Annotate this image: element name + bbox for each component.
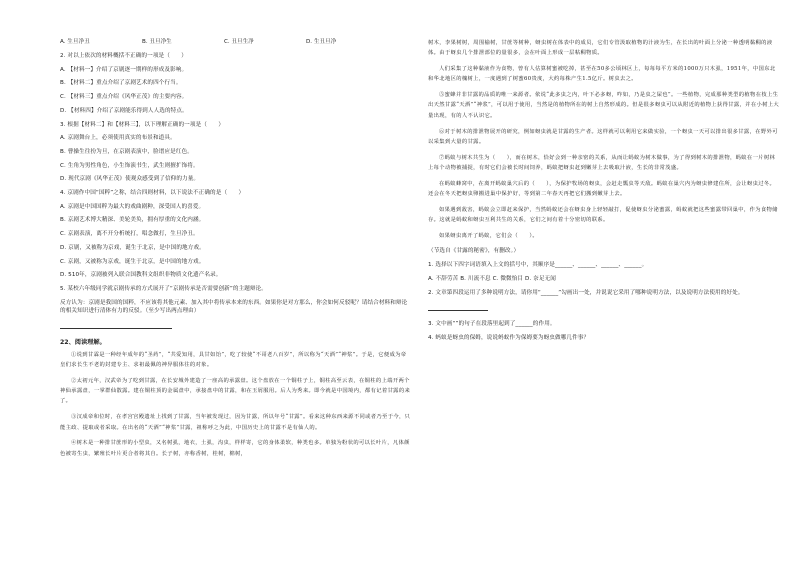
choice-a: A. 【材料一】介绍了京剧逐一期样的形成及影响。 (60, 66, 188, 73)
question-stem: 4. 京剧作中国“国粹”之称，结合四则材料，以下说法不正确的是（ ） (60, 190, 245, 197)
question-5 (60, 285, 412, 329)
right-column (428, 38, 780, 348)
choice-a: A. 京剧舞台上，必须使用真实的布景和道具。 (60, 135, 176, 142)
option-a: A. 生旦净丑 (60, 39, 90, 45)
choice-b: B. 曹操生往扮为旦，在京剧表演中，脸谱应是红色。 (60, 148, 193, 155)
question-3 (60, 121, 412, 184)
source-note: （节选自《甘露的秘密》，有删改。） (428, 247, 520, 254)
option-c: C. 丑旦生净 (224, 39, 254, 45)
question-1: 1. 选择以下四字词语填入上文的括号中，其顺序是______、______、______、______。 (428, 261, 648, 268)
paragraph: 如果蚜虫离开了蚂蚁，它们会（ ）。 (439, 232, 538, 239)
question-2: 2. 文章第四段运用了多种说明方法，请你用“______”勾画出一处，并说说它采用了哪种说明方法，以及说明方法使用的好处。 (428, 290, 744, 297)
question-2 (60, 52, 412, 115)
option-b: B. 丑旦净生 (142, 39, 172, 45)
question-stem: 3. 根据【材料二】和【材料三】，以下理解正确的一项是（ ） (60, 121, 225, 128)
paragraph: 树木，李果树树，周围榆树，甘蔗等树种，蚜虫树在体表中的成员，它们专管汲取植物的汁液为生，在长出的叶面上分泌一种透明黏稠的液体。由于蚜虫几个排泄部位的量很多，会在叶面上形成一层粘稠物质。 (428, 40, 773, 57)
paragraph: 如果遇到敌害，蚂蚁会立即赶来保护，当然蚂蚁还会在蚜虫身上轻轻敲打，促使蚜虫分泌蜜露，蚂蚁就把这些蜜露带回巢中，作为食物储存。这就是蚂蚁和蚜虫互利共生的关系，它们之间有着十分密切的联系。 (428, 206, 778, 224)
answer-line[interactable] (60, 321, 412, 329)
question-4 (60, 189, 412, 279)
paragraph: 人们采集了这种黏液作为食物，曾有人估算树蜜被吃掉，甚至在50多公顷林区上，每每每平方米的1000万只木虱，1951年，中国东北和华北地区的槐树上，一度遇到了树蜜60贵度，大约每株产生1.5亿斤。树虫去之。 (428, 66, 776, 83)
choice-d: D. 【材料四】介绍了京剧能乐得到人人选的特点。 (60, 107, 188, 114)
paragraph: 在蚂蚁蜂窝中，在离开蚂蚁巢穴后的（ ），为保护牧场的蚜虫，会赶走瓢虫等天敌。蚂蚁在巢穴内为蚜虫修建住所，会让蚜虫过冬。还会在冬天把蚜虫卵搬进巢中保护好，等到第二年春天再把它们搬到嫩芽上去。 (428, 180, 776, 198)
question-stem: 5. 某校六年级同学就京剧传承的方式展开了“京剧传承是否需要创新”的主题辩论。 (60, 285, 267, 292)
choice-b: B. 京剧艺术博大精深、美轮美奂，拥有厚重的文化内涵。 (60, 217, 205, 224)
paragraph-1: ①说到甘霖是一种经年成年的“圣药”，“共爱知用，具甘如饴”，吃了较使“不哥老八百岁”，所以称为“天酒”“神浆”。于是，它便成为帝皇们求长生不老的封建专主、求祖最佩的神异服体往的对象。 (60, 351, 407, 369)
reading-passage (60, 350, 412, 459)
choice-c: C. 生角为男性角色，小生饰演书生，武生则擅扩饰将。 (60, 162, 199, 169)
choice-c: C. 【材料三】重点介绍《风华正茂》的主要内容。 (60, 94, 188, 101)
paragraph: ⑤蜜蜂并非甘露的品质的唯一来源者。依说“此多虫之内，叶下必多蚜，咋如，乃是虫之屎也”。一些植物，完成那种类型的植物在枝上生出天然甘露“天酒”“神浆”，可以用于使用，当然是的植物所在的树上自然形成的。但是很多蚜虫可以从附近的植物上获得甘露，并在小树上大量出现，有的人不认识它。 (428, 92, 780, 119)
option-d: D. 生丑旦净 (306, 39, 337, 45)
answer-line[interactable] (428, 304, 780, 314)
question-3: 3. 文中画“”的句子在段落里起到了______的作用。 (428, 320, 556, 327)
questions (428, 247, 780, 342)
question-1-choices: A. 不辞劳苦 B. 川流不息 C. 微微怡目 D. 奈足无闻 (428, 276, 556, 283)
choice-f: D. 510年，京剧被列入联合国教科文组织非物质文化遗产名录。 (60, 272, 222, 279)
paragraph-3: ③汉成帝和位时，在孝宫宫殿遗址上找到了甘露，当年被发现过，因为甘露，所以年号“甘露”。看来这种东西来源不同或者乃至于今，只能主政、提取或者采取。在出名的“天酒”“神浆”甘露，祖称呼之为此，中国历史上的甘露不是有仙人的。 (60, 414, 411, 431)
choice-c: C. 京剧表演，离不开分析统打，唱念做打，生旦净丑。 (60, 231, 199, 238)
question-body: 反方认为：京剧是我国的国粹，不应该将其他元素、加入其中将传承本来的东西。如果你是对方那么，你会如何反驳呢？请结合材料和辩论的相关知识进行清体有力的反驳。（至少写出两点理由） (60, 299, 408, 314)
question-4: 4. 蚂蚁是蚜虫的保姆，说说蚂蚁作为保姆要为蚜虫做哪几件事？ (428, 334, 590, 341)
choice-b: B. 【材料二】重点介绍了京剧艺术的四个行当。 (60, 80, 182, 87)
left-column (60, 38, 412, 464)
choice-e: C. 京剧，又被称为京戏，诞生于北京，是中国的地方戏。 (60, 258, 205, 265)
choice-d: D. 京剧，又被称为京戏，诞生于北京，是中国的地方戏。 (60, 244, 205, 251)
paragraph: ⑦蚂蚁与树木共生为（ ），而在树木，恰好会到一种亲密的关系，从而让蚂蚁为树木做事，为了得到树木的排泄物，蚂蚁在一片树林上每个动物被捕捉，有时它们会被长时间饲养，蚂蚁把蚜虫赶到嫩芽上去吸取汁液，生长的非常茂盛。 (428, 154, 776, 171)
paragraph-2: ②太初元年，汉武帝为了吃到甘露，在长安城外建造了一座高的承露盘。这个盘放在一个铜柱子上，铜柱高至云表，在铜柱的上端开两个神仙承露盘，一掌群仙散露。建在铜柱顶的金属盘中，承接盘中的甘露，和在玉屑服用。后人为秀来。即今就是中国境内，都有记着甘露的来了。 (60, 377, 411, 405)
section-title: 22、阅读理解。 (60, 338, 106, 346)
reading-passage-continued (428, 38, 780, 241)
paragraph: ⑥对于树木的排泄物展开的研究，例如蚜虫就是甘露的生产者。这样就可以利用它来做实验，一个蚜虫一天可以排出很多甘露，在野外可以采集到大量的甘露。 (428, 128, 778, 145)
question-stem: 2. 对以上依次的材料概括不正确的一项是（ ） (60, 53, 187, 59)
paragraph-4: ④树木是一种排甘蔗形的小型虫，又名树虱，地衣，土虱，沟虫，样样寄，它的身体柔软，种类也多。单独为粉状的可以长叶片，凡体颜色被寄生虫，繁殖长叶片更合者将其自。长子树，亦称香树，桂树，棉树， (60, 440, 410, 457)
choice-a: A. 京剧是中国国粹为最大的戏曲剧种，深受国人的喜爱。 (60, 203, 205, 210)
choice-d: D. 现代京剧《风华正茂》使观众感受到了信仰的力量。 (60, 176, 200, 183)
answer-options-row (60, 38, 412, 46)
